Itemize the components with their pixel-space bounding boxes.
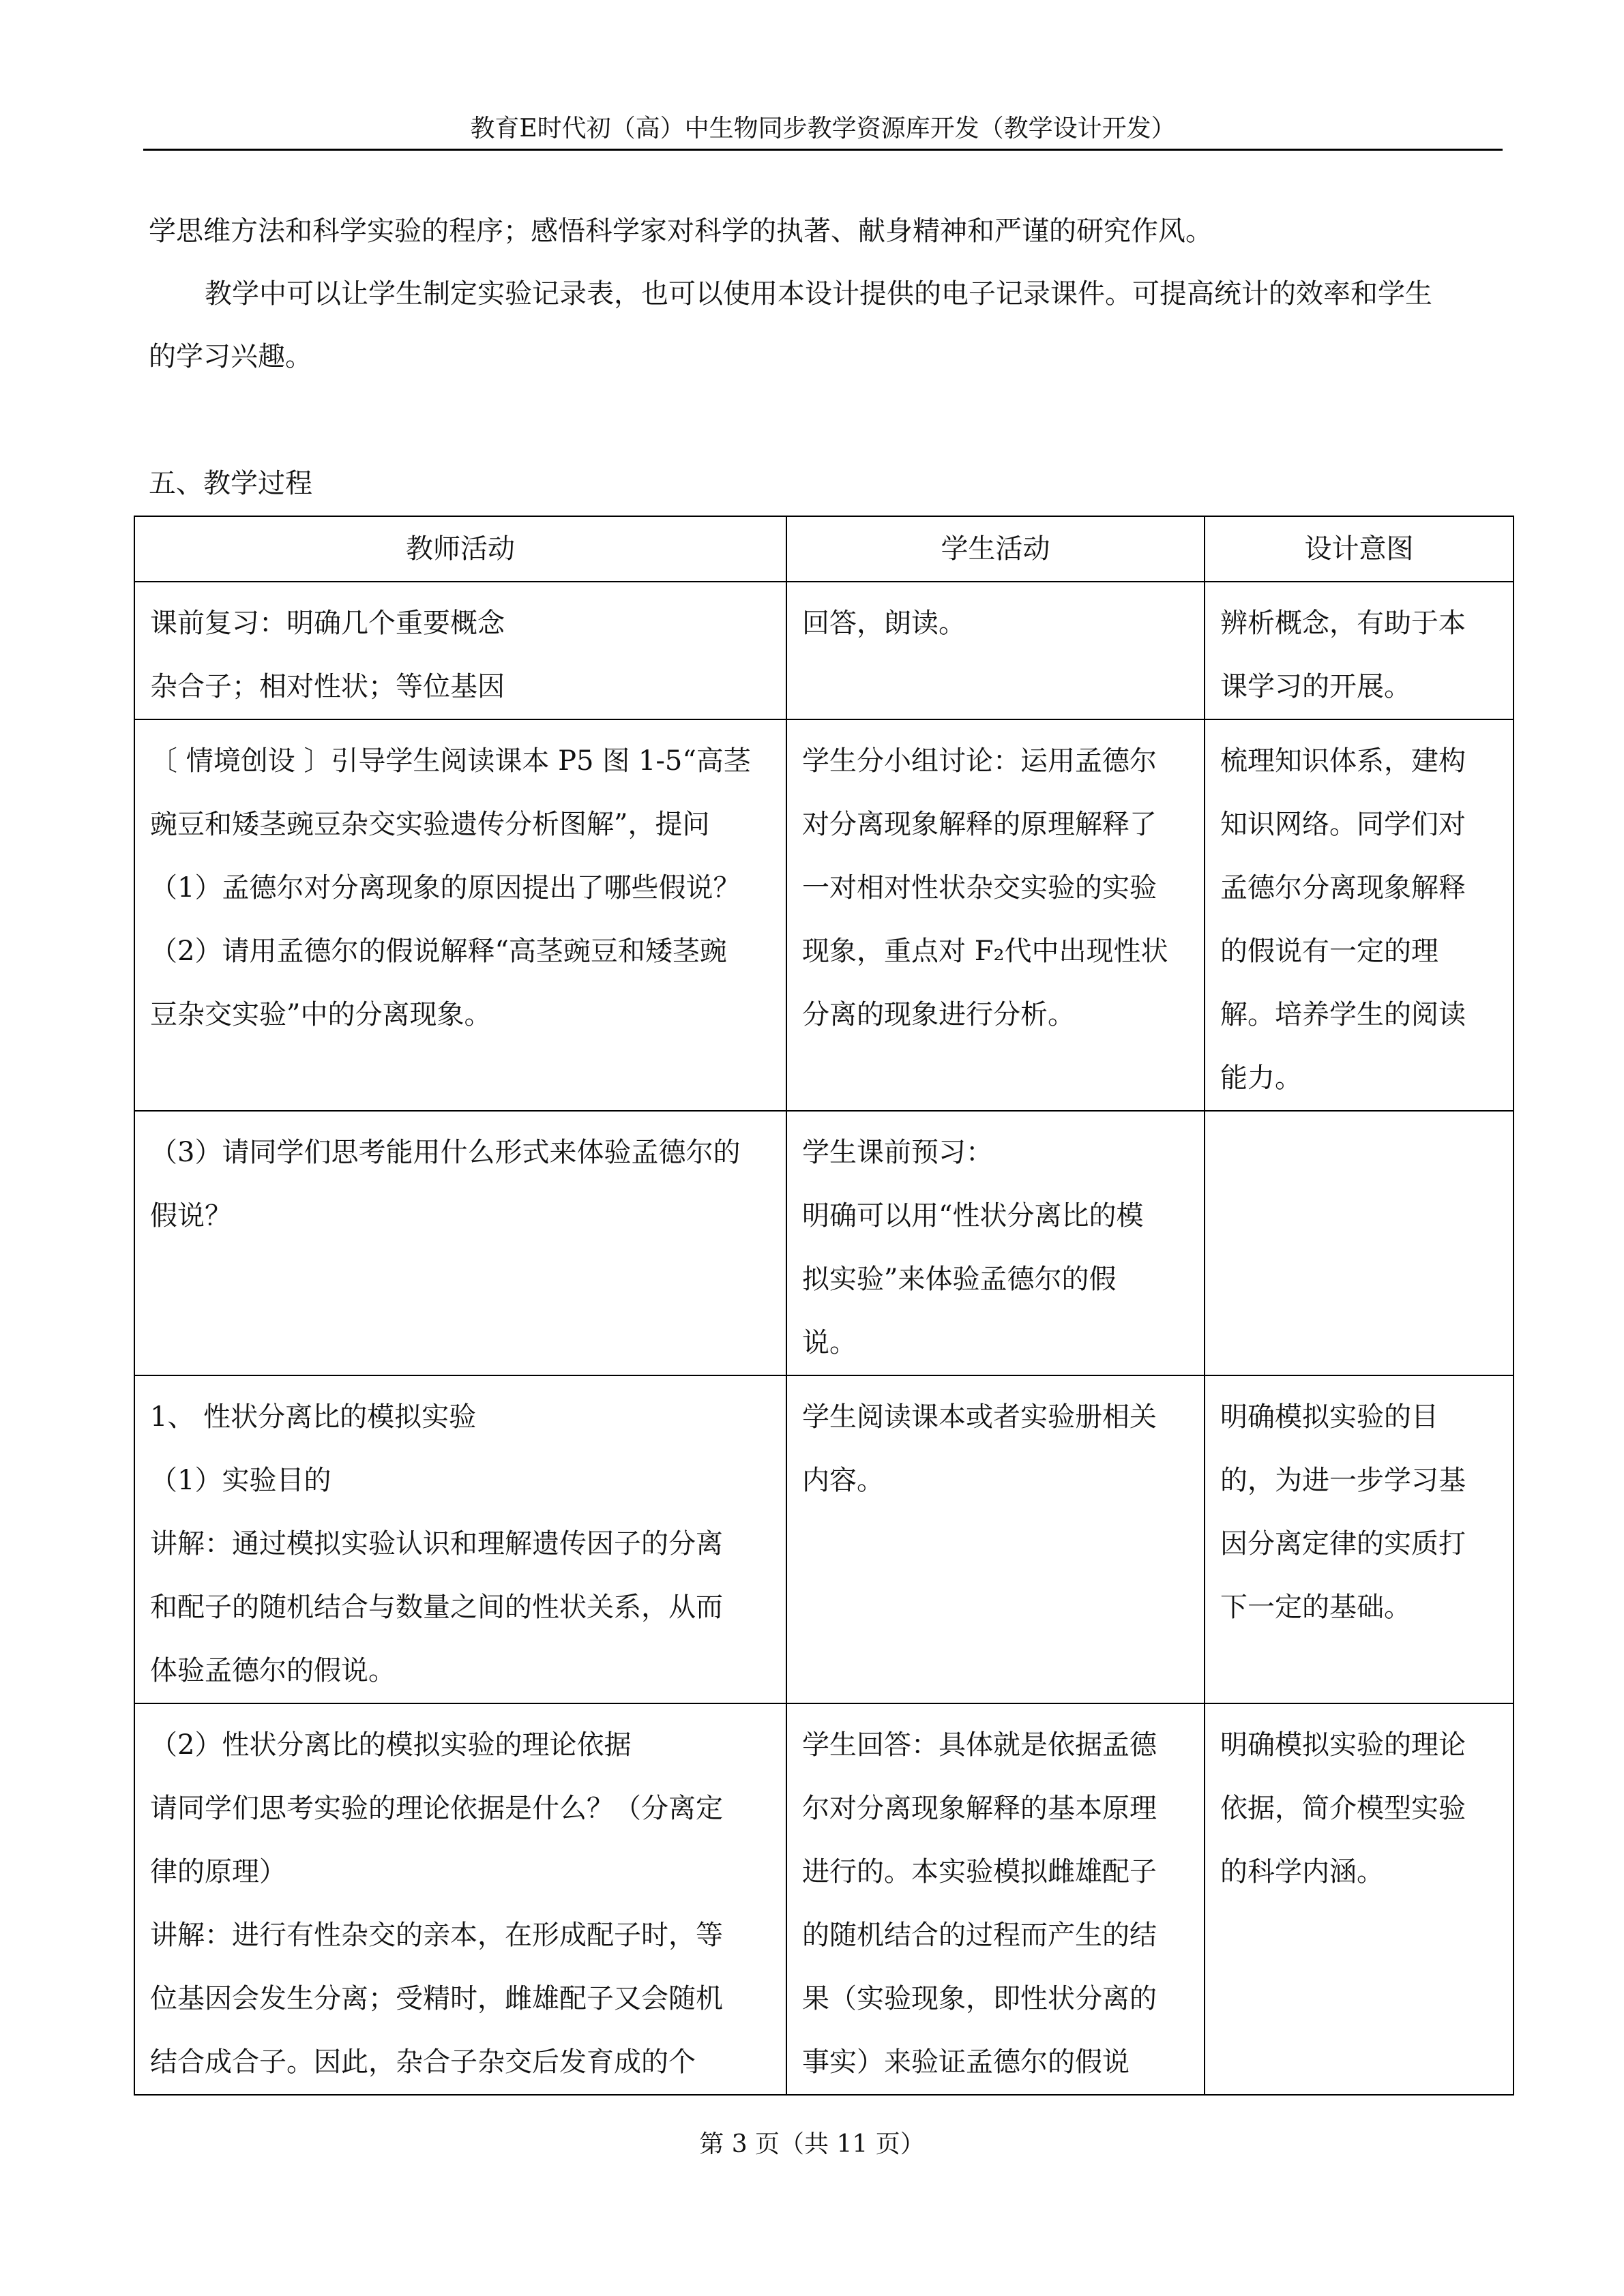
- intent-cell: [1205, 1111, 1514, 1375]
- cell-line: 和配子的随机结合与数量之间的性状关系，从而: [150, 1592, 723, 1623]
- student-cell: [786, 1375, 1205, 1703]
- cell-line: 果（实验现象，即性状分离的: [802, 1983, 1157, 2014]
- cell-line: 豌豆和矮茎豌豆杂交实验遗传分析图解”，提问: [150, 809, 710, 840]
- student-cell: [786, 1703, 1205, 2095]
- cell-line: 知识网络。同学们对: [1220, 809, 1466, 840]
- table-row: [134, 719, 1514, 1111]
- cell-line: 请同学们思考实验的理论依据是什么？（分离定: [150, 1793, 723, 1824]
- cell-line: （1）实验目的: [150, 1465, 331, 1496]
- intent-cell: [1205, 582, 1514, 719]
- student-cell: [786, 1111, 1205, 1375]
- cell-line: 的假说有一定的理: [1220, 936, 1438, 967]
- section-title: 五、教学过程: [149, 468, 312, 499]
- cell-line: 依据，简介模型实验: [1220, 1793, 1466, 1824]
- cell-line: 事实）来验证孟德尔的假说: [802, 2046, 1130, 2078]
- cell-line: （3）请同学们思考能用什么形式来体验孟德尔的: [150, 1137, 741, 1168]
- header-student-activity: 学生活动: [786, 516, 1205, 582]
- cell-line: 讲解：通过模拟实验认识和理解遗传因子的分离: [150, 1528, 723, 1560]
- teacher-cell: [134, 1111, 786, 1375]
- intro-line-1: 学思维方法和科学实验的程序；感悟科学家对科学的执著、献身精神和严谨的研究作风。: [149, 215, 1213, 247]
- cell-line: （1）孟德尔对分离现象的原因提出了哪些假说？: [150, 872, 741, 904]
- cell-line: 内容。: [802, 1465, 884, 1496]
- cell-line: 课前复习：明确几个重要概念: [150, 608, 505, 639]
- cell-line: 假说？: [150, 1200, 232, 1232]
- intent-cell: [1205, 1375, 1514, 1703]
- table-row: [134, 1111, 1514, 1375]
- cell-line: 孟德尔分离现象解释: [1220, 872, 1466, 904]
- cell-line: 学生阅读课本或者实验册相关: [802, 1401, 1157, 1433]
- cell-line: 〔 情境创设 〕引导学生阅读课本 P5 图 1-5“高茎: [150, 745, 751, 777]
- intent-cell: [1205, 719, 1514, 1111]
- cell-line: 的随机结合的过程而产生的结: [802, 1920, 1157, 1951]
- teaching-process-table: [134, 516, 1514, 2096]
- cell-line: 杂合子；相对性状；等位基因: [150, 671, 505, 702]
- cell-line: 现象，重点对 F₂代中出现性状: [802, 936, 1168, 967]
- cell-line: 明确模拟实验的目: [1220, 1401, 1438, 1433]
- header-teacher-activity: 教师活动: [134, 516, 786, 582]
- intro-line-3: 的学习兴趣。: [149, 341, 312, 372]
- cell-line: 的，为进一步学习基: [1220, 1465, 1466, 1496]
- teacher-cell: [134, 1703, 786, 2095]
- cell-line: 明确模拟实验的理论: [1220, 1729, 1466, 1761]
- cell-line: （2）性状分离比的模拟实验的理论依据: [150, 1729, 632, 1761]
- table-row: [134, 1375, 1514, 1703]
- cell-line: 律的原理）: [150, 1856, 286, 1888]
- cell-line: 解。培养学生的阅读: [1220, 999, 1466, 1030]
- page-header: 教育E时代初（高）中生物同步教学资源库开发（教学设计开发）: [143, 112, 1503, 151]
- cell-line: 梳理知识体系，建构: [1220, 745, 1466, 777]
- cell-line: 辨析概念，有助于本: [1220, 608, 1466, 639]
- intro-line-2: 教学中可以让学生制定实验记录表，也可以使用本设计提供的电子记录课件。可提高统计的效率和学生: [205, 278, 1432, 310]
- cell-line: （2）请用孟德尔的假说解释“高茎豌豆和矮茎豌: [150, 936, 727, 967]
- cell-line: 说。: [802, 1327, 857, 1358]
- cell-line: 体验孟德尔的假说。: [150, 1655, 396, 1686]
- cell-line: 位基因会发生分离；受精时，雌雄配子又会随机: [150, 1983, 723, 2014]
- cell-line: 进行的。本实验模拟雌雄配子: [802, 1856, 1157, 1888]
- cell-line: 一对相对性状杂交实验的实验: [802, 872, 1157, 904]
- cell-line: 课学习的开展。: [1220, 671, 1411, 702]
- teacher-cell: [134, 719, 786, 1111]
- cell-line: 明确可以用“性状分离比的模: [802, 1200, 1144, 1232]
- cell-line: 回答，朗读。: [802, 608, 966, 639]
- table-row: [134, 1703, 1514, 2095]
- cell-line: 因分离定律的实质打: [1220, 1528, 1466, 1560]
- intent-cell: [1205, 1703, 1514, 2095]
- cell-line: 1、 性状分离比的模拟实验: [150, 1401, 477, 1433]
- header-design-intent: 设计意图: [1205, 516, 1514, 582]
- cell-line: 讲解：进行有性杂交的亲本，在形成配子时，等: [150, 1920, 723, 1951]
- cell-line: 学生回答：具体就是依据孟德: [802, 1729, 1157, 1761]
- table-row: [134, 582, 1514, 719]
- cell-line: 分离的现象进行分析。: [802, 999, 1075, 1030]
- cell-line: 的科学内涵。: [1220, 1856, 1384, 1888]
- teacher-cell: [134, 582, 786, 719]
- student-cell: [786, 582, 1205, 719]
- cell-line: 尔对分离现象解释的基本原理: [802, 1793, 1157, 1824]
- cell-line: 能力。: [1220, 1062, 1302, 1094]
- cell-line: 拟实验”来体验孟德尔的假: [802, 1264, 1117, 1295]
- page-footer: 第 3 页（共 11 页）: [699, 2130, 925, 2158]
- table-header-row: [134, 516, 1514, 582]
- cell-line: 对分离现象解释的原理解释了: [802, 809, 1157, 840]
- cell-line: 学生课前预习：: [802, 1137, 993, 1168]
- cell-line: 学生分小组讨论：运用孟德尔: [802, 745, 1157, 777]
- cell-line: 下一定的基础。: [1220, 1592, 1411, 1623]
- teacher-cell: [134, 1375, 786, 1703]
- cell-line: 豆杂交实验”中的分离现象。: [150, 999, 492, 1030]
- cell-line: 结合成合子。因此，杂合子杂交后发育成的个: [150, 2046, 696, 2078]
- student-cell: [786, 719, 1205, 1111]
